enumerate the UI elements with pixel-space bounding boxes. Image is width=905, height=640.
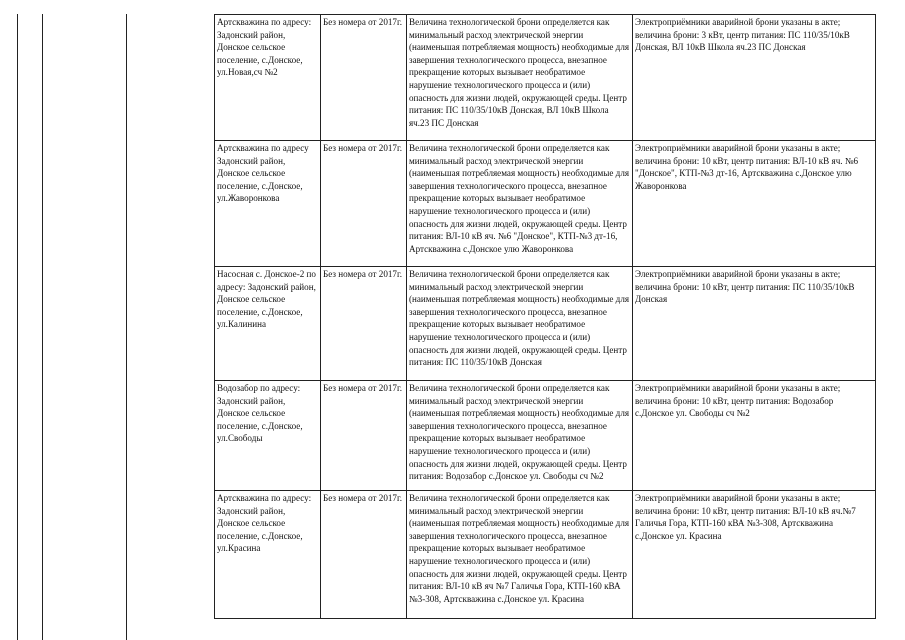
column-divider-line	[42, 14, 43, 640]
description-cell: Величина технологической брони определяется как минимальный расход электрической энергии (наименьшая потребляемая мощность) необходимые для завершения технологического процесса, внезапное прекращение которых вызывает необратимое нарушение технологического процесса и (или) опасность для жизни людей, окружающей среды. Центр питания: ВЛ-10 кВ яч. №6 "Донское", КТП-№3 дт-16, Артскважина с.Донское улю Жаворонкова	[407, 141, 633, 267]
object-cell: Артскважина по адресу Задонский район, Донское сельское поселение, с.Донское, ул.Жаворонкова	[215, 141, 321, 267]
document-cell: Без номера от 2017г.	[321, 141, 407, 267]
column-divider-line	[126, 14, 127, 640]
table-row	[215, 491, 876, 619]
table-row	[215, 381, 876, 491]
object-cell: Насосная с. Донское-2 по адресу: Задонский район, Донское сельское поселение, с.Донское, ул.Калинина	[215, 267, 321, 381]
object-cell: Артскважина по адресу: Задонский район, Донское сельское поселение, с.Донское, ул.Красина	[215, 491, 321, 619]
table-row	[215, 141, 876, 267]
description-cell: Величина технологической брони определяется как минимальный расход электрической энергии (наименьшая потребляемая мощность) необходимые для завершения технологического процесса, внезапное прекращение которых вызывает необратимое нарушение технологического процесса и (или) опасность для жизни людей, окружающей среды. Центр питания: Водозабор с.Донское ул. Свободы сч №2	[407, 381, 633, 491]
notes-cell: Электроприёмники аварийной брони указаны в акте; величина брони: 10 кВт, центр питания: ВЛ-10 кВ яч.№7 Галичья Гора, КТП-160 кВА №3-308, Артскважина с.Донское ул. Красина	[633, 491, 876, 619]
notes-cell: Электроприёмники аварийной брони указаны в акте; величина брони: 10 кВт, центр питания: ВЛ-10 кВ яч. №6 "Донское", КТП-№3 дт-16, Артскважина с.Донское улю Жаворонкова	[633, 141, 876, 267]
description-cell: Величина технологической брони определяется как минимальный расход электрической энергии (наименьшая потребляемая мощность) необходимые для завершения технологического процесса, внезапное прекращение которых вызывает необратимое нарушение технологического процесса и (или) опасность для жизни людей, окружающей среды. Центр питания: ПС 110/35/10кВ Донская	[407, 267, 633, 381]
document-cell: Без номера от 2017г.	[321, 381, 407, 491]
object-cell: Водозабор по адресу: Задонский район, Донское сельское поселение, с.Донское, ул.Свободы	[215, 381, 321, 491]
notes-cell: Электроприёмники аварийной брони указаны в акте; величина брони: 10 кВт, центр питания: ПС 110/35/10кВ Донская	[633, 267, 876, 381]
object-cell: Артскважина по адресу: Задонский район, Донское сельское поселение, с.Донское, ул.Новая,сч №2	[215, 15, 321, 141]
document-cell: Без номера от 2017г.	[321, 15, 407, 141]
table-row	[215, 15, 876, 141]
left-border-line	[17, 14, 18, 640]
document-cell: Без номера от 2017г.	[321, 491, 407, 619]
table-row	[215, 267, 876, 381]
description-cell: Величина технологической брони определяется как минимальный расход электрической энергии (наименьшая потребляемая мощность) необходимые для завершения технологического процесса, внезапное прекращение которых вызывает необратимое нарушение технологического процесса и (или) опасность для жизни людей, окружающей среды. Центр питания: ВЛ-10 кВ яч №7 Галичья Гора, КТП-160 кВА №3-308, Артскважина с.Донское ул. Красина	[407, 491, 633, 619]
document-cell: Без номера от 2017г.	[321, 267, 407, 381]
reserve-table	[214, 14, 876, 619]
description-cell: Величина технологической брони определяется как минимальный расход электрической энергии (наименьшая потребляемая мощность) необходимые для завершения технологического процесса, внезапное прекращение которых вызывает необратимое нарушение технологического процесса и (или) опасность для жизни людей, окружающей среды. Центр питания: ПС 110/35/10кВ Донская, ВЛ 10кВ Школа яч.23 ПС Донская	[407, 15, 633, 141]
notes-cell: Электроприёмники аварийной брони указаны в акте; величина брони: 10 кВт, центр питания: Водозабор с.Донское ул. Свободы сч №2	[633, 381, 876, 491]
notes-cell: Электроприёмники аварийной брони указаны в акте; величина брони: 3 кВт, центр питания: ПС 110/35/10кВ Донская, ВЛ 10кВ Школа яч.23 ПС Донская	[633, 15, 876, 141]
